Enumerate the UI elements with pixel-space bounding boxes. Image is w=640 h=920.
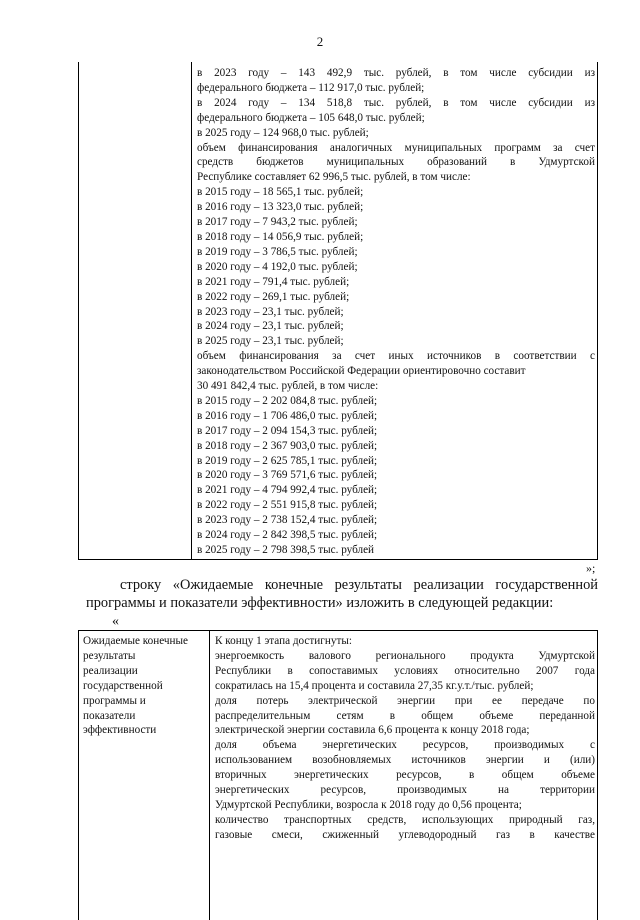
table-column-divider <box>209 631 210 920</box>
financing-text-line: в 2025 году – 2 798 398,5 тыс. рублей <box>197 544 375 556</box>
results-content-line: К концу 1 этапа достигнуты: <box>215 635 352 647</box>
results-content-line: использованием возобновляемых источников энергии и (или) <box>215 754 595 767</box>
results-heading-line: Ожидаемые конечные <box>83 635 189 647</box>
financing-text-line: федерального бюджета – 105 648,0 тыс. рублей; <box>197 111 425 124</box>
financing-text-line: в 2024 году – 2 842 398,5 тыс. рублей; <box>197 529 378 542</box>
financing-text-line: в 2020 году – 4 192,0 тыс. рублей; <box>197 260 358 273</box>
results-row-heading <box>83 634 207 738</box>
results-content-line: Республики в сопоставимых условиях относительно 2007 года <box>215 664 595 677</box>
results-heading-line: эффективности <box>83 724 157 737</box>
results-heading-line: программы и <box>83 694 146 707</box>
financing-text-line: в 2017 году – 7 943,2 тыс. рублей; <box>197 216 358 229</box>
financing-text-line: законодательством Российской Федерации ориентировочно составит <box>197 365 526 378</box>
financing-table <box>78 62 598 560</box>
results-heading-line: показатели <box>83 709 136 722</box>
financing-text-line: в 2025 году – 23,1 тыс. рублей; <box>197 335 344 348</box>
financing-text-line: в 2015 году – 2 202 084,8 тыс. рублей; <box>197 394 378 407</box>
financing-text-line: в 2022 году – 269,1 тыс. рублей; <box>197 290 350 303</box>
results-content-line: доля потерь электрической энергии при ее передаче по <box>215 694 595 707</box>
financing-text-line: в 2019 году – 3 786,5 тыс. рублей; <box>197 245 358 258</box>
financing-text-line: в 2023 году – 143 492,9 тыс. рублей, в том числе субсидии из <box>197 67 595 79</box>
results-heading-line: реализации <box>83 664 138 677</box>
results-content-line: Удмуртской Республики, возросла к 2018 году до 0,56 процента; <box>215 798 522 811</box>
financing-text-line: в 2016 году – 1 706 486,0 тыс. рублей; <box>197 409 378 422</box>
results-content-line: доля объема энергетических ресурсов, производимых с <box>215 739 595 752</box>
financing-text-line: объем финансирования аналогичных муниципальных программ за счет <box>197 141 595 154</box>
financing-text-line: в 2023 году – 2 738 152,4 тыс. рублей; <box>197 514 378 527</box>
results-content-line: энергетических ресурсов, производимых на территории <box>215 784 595 797</box>
financing-text-line: в 2018 году – 14 056,9 тыс. рублей; <box>197 230 364 243</box>
financing-text-line: в 2025 году – 124 968,0 тыс. рублей; <box>197 126 369 139</box>
financing-text-line: средств бюджетов муниципальных образований в Удмуртской <box>197 156 595 169</box>
results-content-line: распределительным сетям в общем объеме переданной <box>215 709 595 722</box>
financing-text-line: в 2016 году – 13 323,0 тыс. рублей; <box>197 201 364 214</box>
financing-text-line: в 2023 году – 23,1 тыс. рублей; <box>197 305 344 318</box>
results-row-content <box>215 634 595 843</box>
results-heading-line: государственной <box>83 679 163 692</box>
financing-text-line: в 2018 году – 2 367 903,0 тыс. рублей; <box>197 439 378 452</box>
financing-text <box>197 66 595 558</box>
instruction-line-2: программы и показатели эффективности» изложить в следующей редакции: <box>86 595 554 611</box>
results-content-line: газовые смеси, сжиженный углеводородный газ в качестве <box>215 828 595 841</box>
results-content-line: электрической энергии составила 6,6 процента к концу 2018 года; <box>215 724 530 737</box>
financing-text-line: в 2021 году – 4 794 992,4 тыс. рублей; <box>197 484 378 497</box>
financing-text-line: в 2022 году – 2 551 915,8 тыс. рублей; <box>197 499 378 512</box>
financing-text-line: Республике составляет 62 996,5 тыс. рублей, в том числе: <box>197 171 471 184</box>
financing-text-line: в 2017 году – 2 094 154,3 тыс. рублей; <box>197 424 378 437</box>
page-number: 2 <box>316 34 324 49</box>
financing-text-line: федерального бюджета – 112 917,0 тыс. рублей; <box>197 81 425 94</box>
financing-text-line: в 2020 году – 3 769 571,6 тыс. рублей; <box>197 469 378 482</box>
results-content-line: энергоемкость валового регионального продукта Удмуртской <box>215 649 595 662</box>
results-content-line: сократилась на 15,4 процента и составила 27,35 кг.у.т./тыс. рублей; <box>215 679 534 692</box>
results-content-line: вторичных энергетических ресурсов, в общем объеме <box>215 769 595 782</box>
results-table <box>78 630 598 920</box>
results-heading-line: результаты <box>83 649 136 662</box>
opening-quote-mark: « <box>112 614 119 629</box>
financing-text-line: 30 491 842,4 тыс. рублей, в том числе: <box>197 380 379 393</box>
closing-quote-mark: »; <box>586 561 596 575</box>
table-column-divider <box>191 62 192 559</box>
instruction-line-1: строку «Ожидаемые конечные результаты реализации государственной <box>120 577 598 593</box>
financing-text-line: в 2024 году – 134 518,8 тыс. рублей, в том числе субсидии из <box>197 96 595 109</box>
financing-text-line: в 2019 году – 2 625 785,1 тыс. рублей; <box>197 454 378 467</box>
results-content-line: количество транспортных средств, использующих природный газ, <box>215 813 595 826</box>
financing-text-line: в 2021 году – 791,4 тыс. рублей; <box>197 275 350 288</box>
financing-text-line: в 2015 году – 18 565,1 тыс. рублей; <box>197 186 364 199</box>
financing-text-line: в 2024 году – 23,1 тыс. рублей; <box>197 320 344 333</box>
financing-text-line: объем финансирования за счет иных источников в соответствии с <box>197 350 595 363</box>
